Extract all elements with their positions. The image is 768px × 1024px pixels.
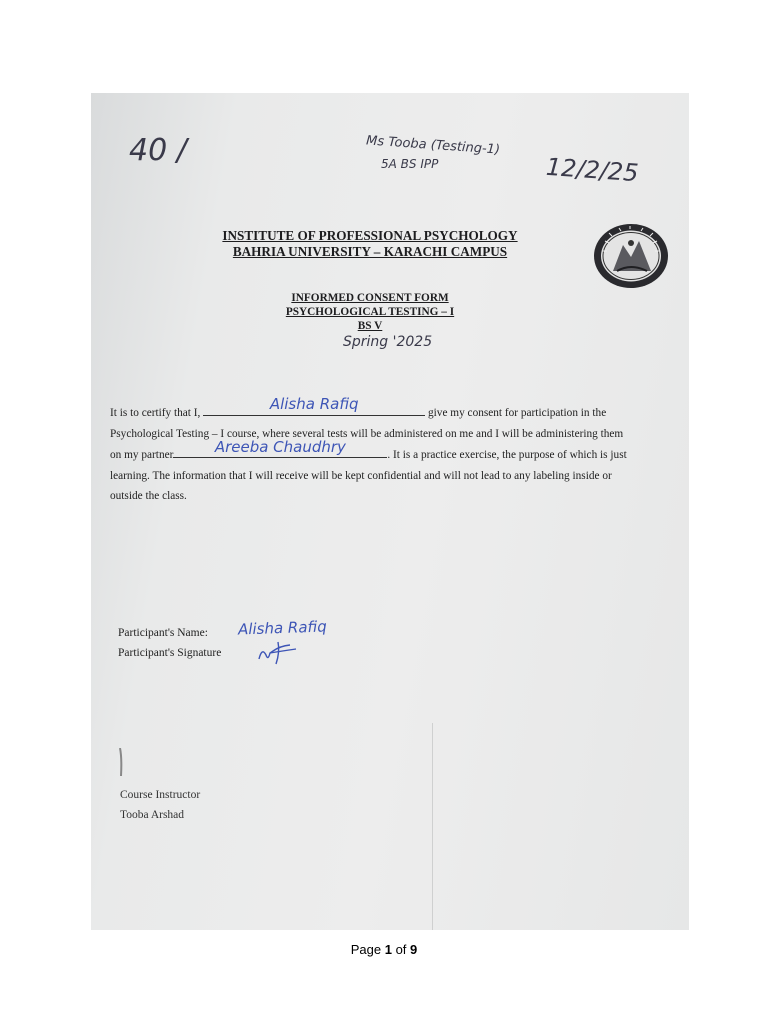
consent-text-intro: It is to certify that I, bbox=[110, 407, 201, 419]
participant-name-label: Participant's Name: bbox=[118, 627, 208, 639]
page-current: 1 bbox=[384, 942, 392, 957]
participant-name-value: Alisha Rafiq bbox=[237, 617, 328, 639]
consent-paragraph bbox=[110, 395, 632, 507]
participant-signature-image bbox=[256, 637, 304, 667]
page-number bbox=[0, 942, 768, 957]
handwritten-semester: Spring '2025 bbox=[343, 334, 433, 350]
pencil-mark bbox=[118, 748, 124, 776]
partner-name-handwritten: Areeba Chaudhry bbox=[214, 437, 346, 456]
handwritten-date: 12/2/25 bbox=[545, 152, 640, 188]
scanned-consent-form bbox=[91, 93, 689, 930]
course-title: PSYCHOLOGICAL TESTING – I bbox=[285, 306, 455, 318]
participant-name-line bbox=[203, 395, 425, 416]
participant-name-handwritten: Alisha Rafiq bbox=[269, 395, 359, 414]
participant-signature-label: Participant's Signature bbox=[118, 647, 222, 659]
partner-name-line bbox=[173, 437, 387, 458]
form-title: INFORMED CONSENT FORM bbox=[291, 292, 449, 304]
handwritten-marks: 40 / bbox=[129, 133, 187, 168]
course-instructor-label: Course Instructor bbox=[120, 789, 201, 801]
handwritten-note-class: 5A BS IPP bbox=[381, 157, 439, 171]
page-total: 9 bbox=[410, 942, 418, 957]
page-prefix: Page bbox=[350, 942, 382, 957]
consent-text-body: give my consent for participation in the Psychological Testing – I course, where several tests will be administered on me and I will be administering them on my partner bbox=[110, 407, 624, 462]
consent-text-closing: . It is a practice exercise, the purpose of which is just learning. The information that I will receive will be kept confidential and will not lead to any labeling inside or outside the class. bbox=[110, 449, 627, 503]
paper-crease bbox=[432, 723, 433, 930]
program-label: BS V bbox=[357, 320, 383, 332]
page-of: of bbox=[395, 942, 407, 957]
instructor-name: Tooba Arshad bbox=[120, 809, 185, 821]
institute-heading: INSTITUTE OF PROFESSIONAL PSYCHOLOGY bbox=[222, 228, 518, 243]
handwritten-note-instructor: Ms Tooba (Testing-1) bbox=[365, 133, 501, 158]
university-heading: BAHRIA UNIVERSITY – KARACHI CAMPUS bbox=[232, 244, 508, 259]
